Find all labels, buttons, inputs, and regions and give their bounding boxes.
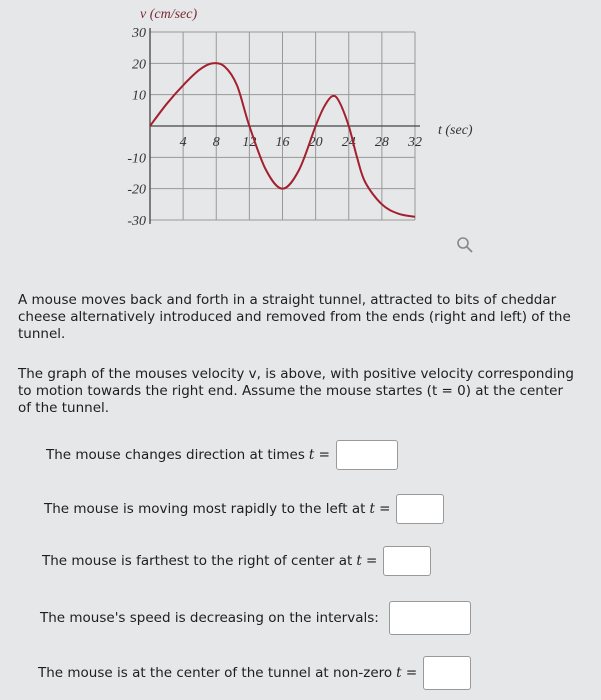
question-1 [46,440,398,470]
x-tick-label: 24 [341,135,356,150]
question-math: t = [308,447,330,463]
answer-input-2[interactable] [396,494,444,524]
y-tick-label: -10 [127,151,146,167]
y-tick-label: 30 [132,26,146,41]
x-tick-label: 12 [242,135,257,150]
y-tick-label: 20 [132,57,146,73]
problem-paragraph-2: The graph of the mouses velocity v, is above, with positive velocity corresponding to motion towards the right end. Assume the mouse startes (t = 0) at the center of the tunnel. [18,366,574,416]
x-tick-label: 32 [408,135,422,150]
x-tick-label: 28 [374,135,389,150]
question-math: t = [396,665,418,681]
question-4 [40,601,471,635]
x-tick-label: 4 [179,135,187,150]
magnifier-icon[interactable] [455,235,475,255]
x-tick-label: 16 [275,135,290,150]
y-axis-label: v (cm/sec) [140,7,198,22]
y-tick-label: -30 [127,214,146,229]
y-tick-label: 10 [132,88,146,104]
problem-paragraph-1: A mouse moves back and forth in a straight tunnel, attracted to bits of cheddar cheese alternatively introduced and removed from the ends (right and left) of the tunnel. [18,292,571,342]
question-math: t = [356,553,378,569]
question-text: The mouse is farthest to the right of center at [42,553,353,569]
answer-input-1[interactable] [336,440,398,470]
answer-input-5[interactable] [423,656,471,690]
question-2 [44,494,444,524]
question-3 [42,546,431,576]
question-text: The mouse is at the center of the tunnel at non-zero [38,665,393,681]
x-tick-label: 20 [308,135,323,150]
x-axis-label: t (sec) [438,123,473,138]
question-text: The mouse changes direction at times [46,447,305,463]
question-math: t = [369,501,391,517]
x-tick-label: 8 [212,135,220,150]
y-tick-label: -20 [127,182,146,198]
velocity-chart [0,0,601,240]
question-text: The mouse is moving most rapidly to the left at [44,501,366,517]
question-text: The mouse's speed is decreasing on the intervals: [40,610,379,626]
answer-input-3[interactable] [383,546,431,576]
question-5 [38,656,471,690]
answer-input-4[interactable] [389,601,471,635]
